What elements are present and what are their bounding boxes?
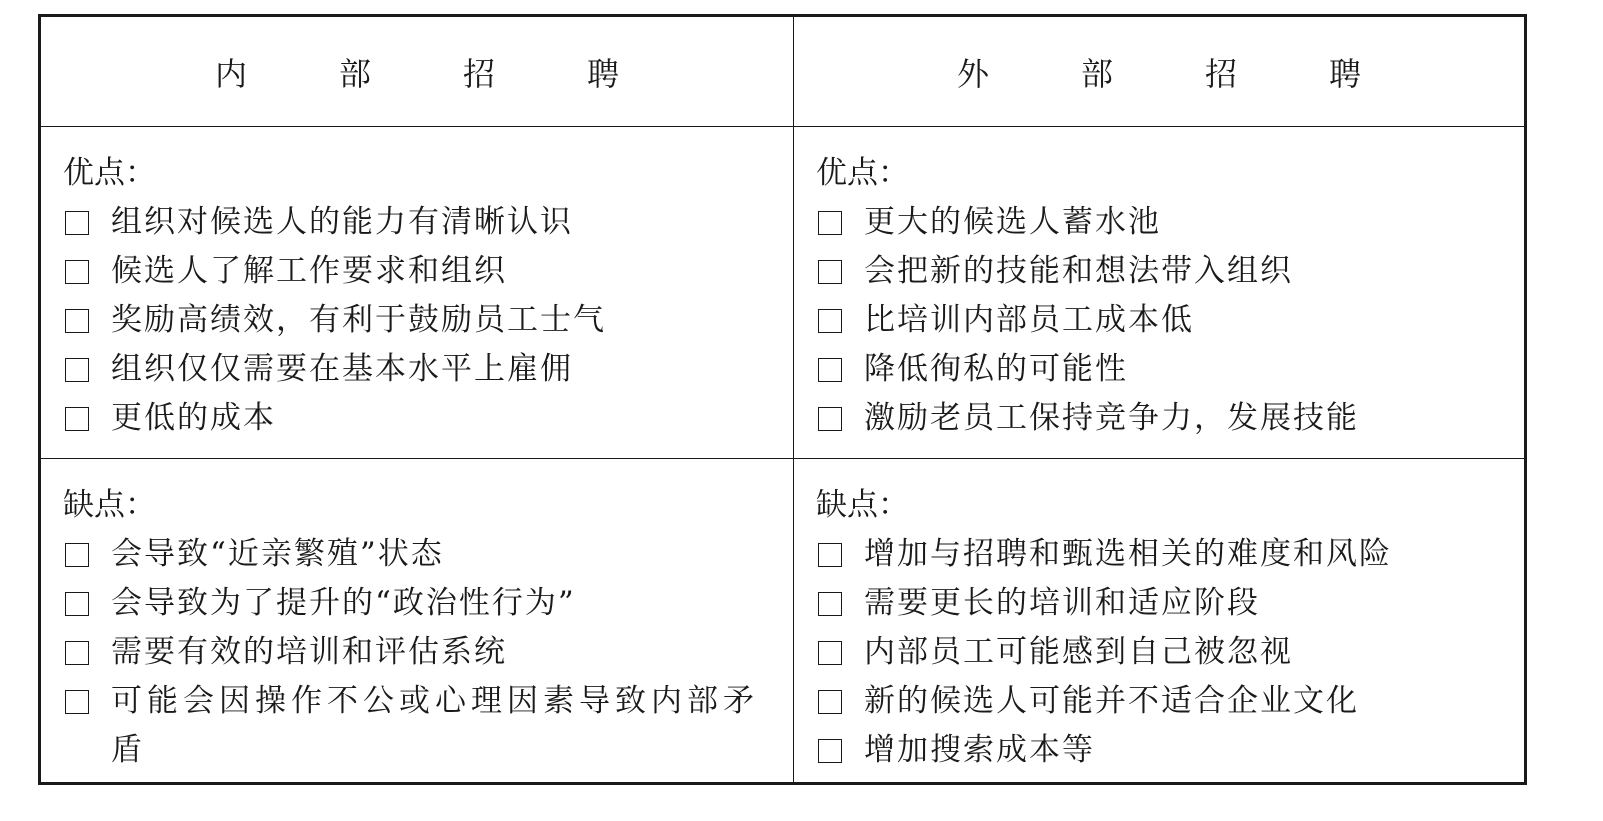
- checkbox-icon: [818, 260, 842, 284]
- checkbox-icon: [818, 211, 842, 235]
- list-item: [816, 345, 1524, 394]
- checkbox-icon: [65, 407, 89, 431]
- comparison-table: [38, 14, 1527, 785]
- list-item-text: 激励老员工保持竞争力，发展技能: [864, 400, 1359, 436]
- checkbox-icon: [818, 641, 842, 665]
- checkbox-icon: [65, 690, 89, 714]
- list-item: [63, 345, 793, 394]
- list-item: [63, 198, 793, 247]
- list-item: [63, 394, 793, 443]
- header-external-recruitment: [794, 17, 1524, 127]
- checkbox-icon: [818, 543, 842, 567]
- checkbox-icon: [818, 407, 842, 431]
- header-internal-recruitment: [41, 17, 794, 127]
- list-item-text: 会导致为了提升的“政治性行为”: [111, 585, 576, 621]
- list-item: [63, 579, 793, 628]
- checkbox-icon: [818, 592, 842, 616]
- list-item: [816, 296, 1524, 345]
- list-item: [816, 579, 1524, 628]
- internal-disadvantages-cell: [41, 459, 794, 782]
- list-item: [816, 198, 1524, 247]
- external-disadvantages-label: 缺点：: [816, 487, 909, 523]
- list-item-text: 比培训内部员工成本低: [864, 302, 1194, 338]
- list-item: [816, 394, 1524, 443]
- list-item: [816, 530, 1524, 579]
- list-item: [816, 628, 1524, 677]
- list-item-text: 候选人了解工作要求和组织: [111, 253, 507, 289]
- header-internal-label: 内 部 招 聘: [214, 54, 649, 93]
- list-item: [63, 628, 793, 677]
- list-item-text: 更低的成本: [111, 400, 276, 436]
- checkbox-icon: [818, 309, 842, 333]
- external-disadvantages-cell: [794, 459, 1524, 782]
- checkbox-icon: [65, 260, 89, 284]
- checkbox-icon: [65, 358, 89, 382]
- list-item: [63, 247, 793, 296]
- list-item-text: 会导致“近亲繁殖”状态: [111, 536, 444, 572]
- checkbox-icon: [818, 358, 842, 382]
- checkbox-icon: [65, 641, 89, 665]
- list-item: [63, 530, 793, 579]
- list-item-text: 更大的候选人蓄水池: [864, 204, 1161, 240]
- list-item: [63, 677, 793, 775]
- checkbox-icon: [65, 211, 89, 235]
- list-item: [816, 677, 1524, 726]
- checkbox-icon: [65, 309, 89, 333]
- external-advantages-label: 优点：: [816, 155, 909, 191]
- list-item-text: 会把新的技能和想法带入组织: [864, 253, 1293, 289]
- list-item-text: 降低徇私的可能性: [864, 351, 1128, 387]
- internal-advantages-label: 优点：: [63, 155, 156, 191]
- checkbox-icon: [65, 543, 89, 567]
- list-item: [816, 247, 1524, 296]
- header-external-label: 外 部 招 聘: [956, 54, 1391, 93]
- list-item-text: 需要有效的培训和评估系统: [111, 634, 507, 670]
- list-item-text: 组织对候选人的能力有清晰认识: [111, 204, 573, 240]
- checkbox-icon: [818, 739, 842, 763]
- internal-disadvantages-label: 缺点：: [63, 487, 156, 523]
- list-item-text: 内部员工可能感到自己被忽视: [864, 634, 1293, 670]
- list-item-text: 可能会因操作不公或心理因素导致内部矛盾: [111, 683, 759, 768]
- list-item-text: 组织仅仅需要在基本水平上雇佣: [111, 351, 573, 387]
- list-item-text: 增加与招聘和甄选相关的难度和风险: [864, 536, 1392, 572]
- checkbox-icon: [65, 592, 89, 616]
- list-item-text: 需要更长的培训和适应阶段: [864, 585, 1260, 621]
- list-item: [63, 296, 793, 345]
- list-item-text: 增加搜索成本等: [864, 732, 1095, 768]
- external-advantages-cell: [794, 127, 1524, 459]
- list-item-text: 奖励高绩效，有利于鼓励员工士气: [111, 302, 606, 338]
- internal-advantages-cell: [41, 127, 794, 459]
- list-item-text: 新的候选人可能并不适合企业文化: [864, 683, 1359, 719]
- checkbox-icon: [818, 690, 842, 714]
- list-item: [816, 726, 1524, 775]
